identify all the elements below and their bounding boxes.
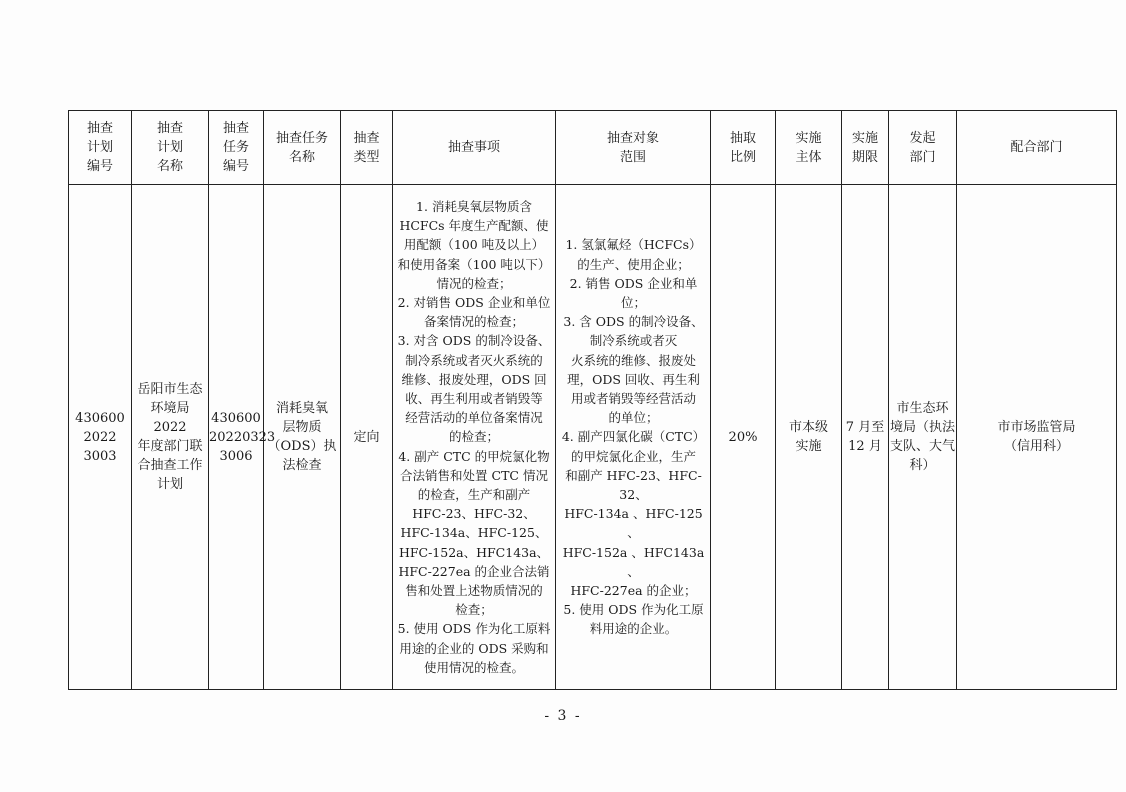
inspection-plan-table [68,110,1117,690]
list-item: 4. 副产四氯化碳（CTC） 的甲烷氯化企业，生产 和副产 HFC-23、HFC-32、 HFC-134a 、HFC-125 、 HFC-152a 、HFC143a 、 HFC-227ea 的企业； [561,429,706,599]
header-plan-no: 抽查 计划 编号 [69,111,132,185]
list-item: 3. 含 ODS 的制冷设备、 制冷系统或者灭 火系统的维修、报废处 理，ODS 回收、再生利 用或者销毁等经营活动 的单位； [563,314,704,426]
list-item: 2. 销售 ODS 企业和单 位； [569,275,698,310]
header-items: 抽查事项 [393,111,556,185]
list-item: 1. 氢氯氟烃（HCFCs） 的生产、使用企业； [565,237,702,272]
cell-initiator: 市生态环 境局（执法 支队、大气 科） [889,185,957,690]
page-number: - 3 - [544,708,582,724]
header-type: 抽查 类型 [341,111,393,185]
cell-type: 定向 [341,185,393,690]
cell-plan-no: 430600 2022 3003 [69,185,132,690]
header-task-name: 抽查任务 名称 [264,111,341,185]
header-coop: 配合部门 [957,111,1117,185]
header-scope: 抽查对象 范围 [556,111,711,185]
list-item: 3. 对含 ODS 的制冷设备、 制冷系统或者灭火系统的 维修、报废处理，ODS 回 收、再生利用或者销毁等 经营活动的单位备案情况 的检查； [397,333,551,445]
header-implementer: 实施 主体 [776,111,842,185]
header-initiator: 发起 部门 [889,111,957,185]
cell-task-name: 消耗臭氧 层物质 （ODS）执 法检查 [264,185,341,690]
header-period: 实施 期限 [842,111,889,185]
list-item: 5. 使用 ODS 作为化工原 料用途的企业。 [563,602,704,637]
list-item: 1. 消耗臭氧层物质含 HCFCs 年度生产配额、使 用配额（100 吨及以上） 和使用备案（100 吨以下） 情况的检查； [397,198,551,291]
cell-task-no: 430600 20220323 3006 [209,185,264,690]
cell-implementer: 市本级 实施 [776,185,842,690]
cell-coop: 市市场监管局 （信用科） [957,185,1117,690]
header-plan-name: 抽查 计划 名称 [132,111,209,185]
header-ratio: 抽取 比例 [711,111,776,185]
cell-period: 7 月至 12 月 [842,185,889,690]
list-item: 2. 对销售 ODS 企业和单位 备案情况的检查； [397,294,551,330]
cell-plan-name: 岳阳市生态 环境局 2022 年度部门联 合抽查工作 计划 [132,185,209,690]
cell-ratio: 20% [711,185,776,690]
list-item: 4. 副产 CTC 的甲烷氯化物 合法销售和处置 CTC 情况 的检查，生产和副产 HFC-23、HFC-32、 HFC-134a、HFC-125、 HFC-152a、HFC143a、 HFC-227ea 的企业合法销 售和处置上述物质情况的 检查； [398,448,550,618]
table-row [69,185,1117,690]
list-item: 5. 使用 ODS 作为化工原料 用途的企业的 ODS 采购和 使用情况的检查。 [397,621,551,675]
table-header-row [69,111,1117,185]
header-task-no: 抽查 任务 编号 [209,111,264,185]
cell-scope [556,185,711,690]
cell-items [393,185,556,690]
